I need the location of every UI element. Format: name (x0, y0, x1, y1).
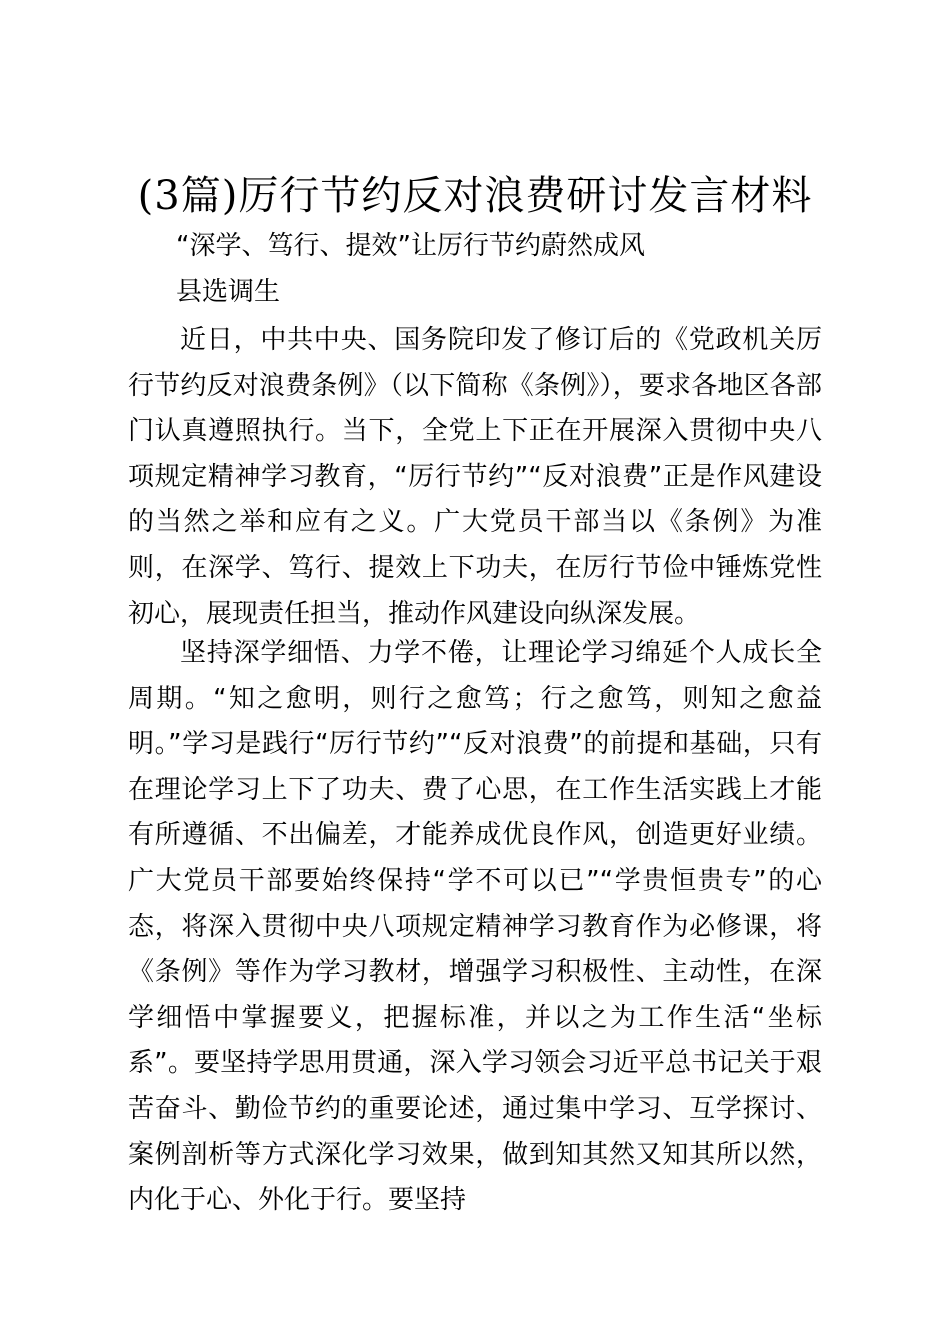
body-paragraph: 近日，中共中央、国务院印发了修订后的《党政机关厉行节约反对浪费条例》（以下简称《条例》），要求各地区各部门认真遵照执行。当下，全党上下正在开展深入贯彻中央八项规定精神学习教育，“厉行节约”“反对浪费”正是作风建设的当然之举和应有之义。广大党员干部当以《条例》为准则，在深学、笃行、提效上下功夫，在厉行节俭中锤炼党性初心，展现责任担当，推动作风建设向纵深发展。 (128, 325, 822, 629)
article-author: 县选调生 (176, 277, 281, 307)
article-subtitle: “深学、笃行、提效”让厉行节约蔚然成风 (176, 231, 645, 261)
body-paragraph: 坚持深学细悟、力学不倦，让理论学习绵延个人成长全周期。“知之愈明，则行之愈笃；行之愈笃，则知之愈益明。”学习是践行“厉行节约”“反对浪费”的前提和基础，只有在理论学习上下了功夫、费了心思，在工作生活实践上才能有所遵循、不出偏差，才能养成优良作风，创造更好业绩。广大党员干部要始终保持“学不可以已”“学贵恒贵专”的心态，将深入贯彻中央八项规定精神学习教育作为必修课，将《条例》等作为学习教材，增强学习积极性、主动性，在深学细悟中掌握要义，把握标准，并以之为工作生活“坐标系”。要坚持学思用贯通，深入学习领会习近平总书记关于艰苦奋斗、勤俭节约的重要论述，通过集中学习、互学探讨、案例剖析等方式深化学习效果，做到知其然又知其所以然，内化于心、外化于行。要坚持 (128, 638, 822, 1216)
document-title: (3篇)厉行节约反对浪费研讨发言材料 (137, 173, 813, 219)
